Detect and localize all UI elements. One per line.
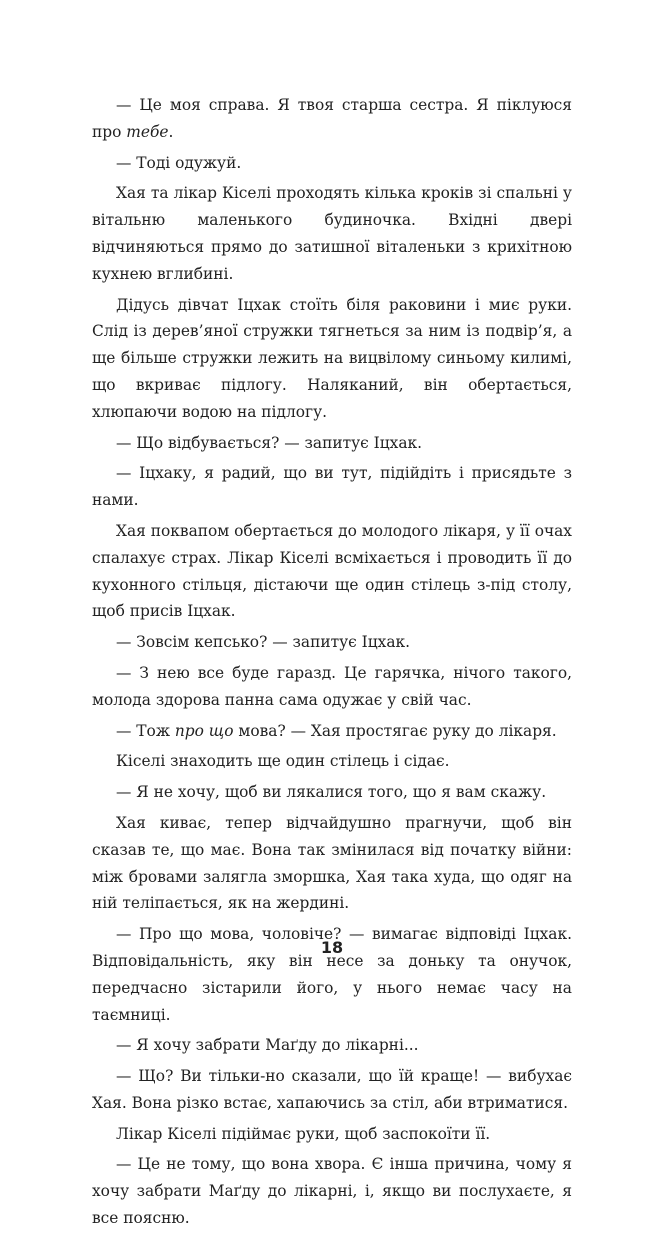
text-run: Хая поквапом обертається до молодого лікаря, у її очах спалахує страх. Лікар Кіселі всміхається і проводить її до кухонного стільця, дістаючи ще один стілець з-під столу, щоб присів Іцхак. — [92, 521, 572, 621]
paragraph — [92, 518, 572, 625]
text-run: — Я не хочу, щоб ви лякалися того, що я вам скажу. — [116, 783, 547, 802]
paragraph — [92, 1151, 572, 1231]
text-run: Хая та лікар Кіселі проходять кілька кроків зі спальні у вітальню маленького будиночка. Вхідні двері відчиняються прямо до затишної віталеньки з крихітною кухнею вглибині. — [92, 184, 572, 283]
body-text — [92, 92, 572, 1236]
paragraph — [92, 430, 572, 457]
paragraph — [92, 180, 572, 287]
text-run: . — [168, 122, 174, 141]
text-run: — Що відбувається? — запитує Іцхак. — [116, 433, 423, 452]
text-run: Лікар Кіселі підіймає руки, щоб заспокоїти її. — [116, 1124, 491, 1143]
text-run: — З нею все буде гаразд. Це гарячка, нічого такого, молода здорова панна сама одужає у свій час. — [92, 663, 572, 709]
italic-text: тебе — [126, 122, 169, 141]
paragraph — [92, 779, 572, 806]
text-run: — Про що мова, чоловіче? — вимагає відповіді Іцхак. Відповідальність, яку він несе за доньку та онучок, передчасно зістарили його, у нього немає часу на таємниці. — [92, 925, 572, 1024]
paragraph — [92, 92, 572, 146]
paragraph — [92, 660, 572, 714]
text-run: — Тож — [116, 721, 175, 740]
text-run: — Це не тому, що вона хвора. Є інша причина, чому я хочу забрати Маґду до лікарні, і, якщо ви послухаєте, я все поясню. — [92, 1155, 572, 1228]
text-run: мова? — Хая простягає руку до лікаря. — [233, 721, 557, 740]
paragraph — [92, 292, 572, 426]
text-run: Дідусь дівчат Іцхак стоїть біля раковини і миє руки. Слід із дерев’яної стружки тягнеться за ним із подвір’я, а ще більше стружки лежить на вицвілому синьому килимі, що вкриває підлогу. Наляканий, він обертається, хлюпаючи водою на підлогу. — [92, 295, 572, 421]
page-number: 18 — [320, 938, 344, 957]
text-run: Хая киває, тепер відчайдушно прагнучи, щоб він сказав те, що має. Вона так змінилася від початку війни: між бровами залягла зморшка, Хая така худа, що одяг на ній теліпається, як на жердині. — [92, 813, 572, 913]
paragraph — [92, 810, 572, 917]
text-run: — Іцхаку, я радий, що ви тут, підійдіть і присядьте з нами. — [92, 464, 572, 510]
text-run: — Що? Ви тільки-но сказали, що їй краще! — вибухає Хая. Вона різко встає, хапаючись за стіл, аби втриматися. — [92, 1067, 572, 1112]
text-run: — Тоді одужуй. — [116, 153, 242, 172]
paragraph — [92, 718, 572, 745]
paragraph — [92, 460, 572, 514]
text-run: Кіселі знаходить ще один стілець і сідає. — [116, 752, 450, 771]
paragraph — [92, 748, 572, 775]
text-run: — Це моя справа. Я твоя старша сестра. Я піклуюся про — [92, 96, 572, 141]
text-run: — Зовсім кепсько? — запитує Іцхак. — [116, 633, 411, 652]
paragraph — [92, 1121, 572, 1148]
paragraph — [92, 1032, 572, 1059]
text-run: — Я хочу забрати Маґду до лікарні... — [116, 1036, 419, 1055]
italic-text: про що — [174, 721, 234, 740]
paragraph — [92, 629, 572, 656]
paragraph — [92, 150, 572, 177]
paragraph — [92, 1063, 572, 1117]
